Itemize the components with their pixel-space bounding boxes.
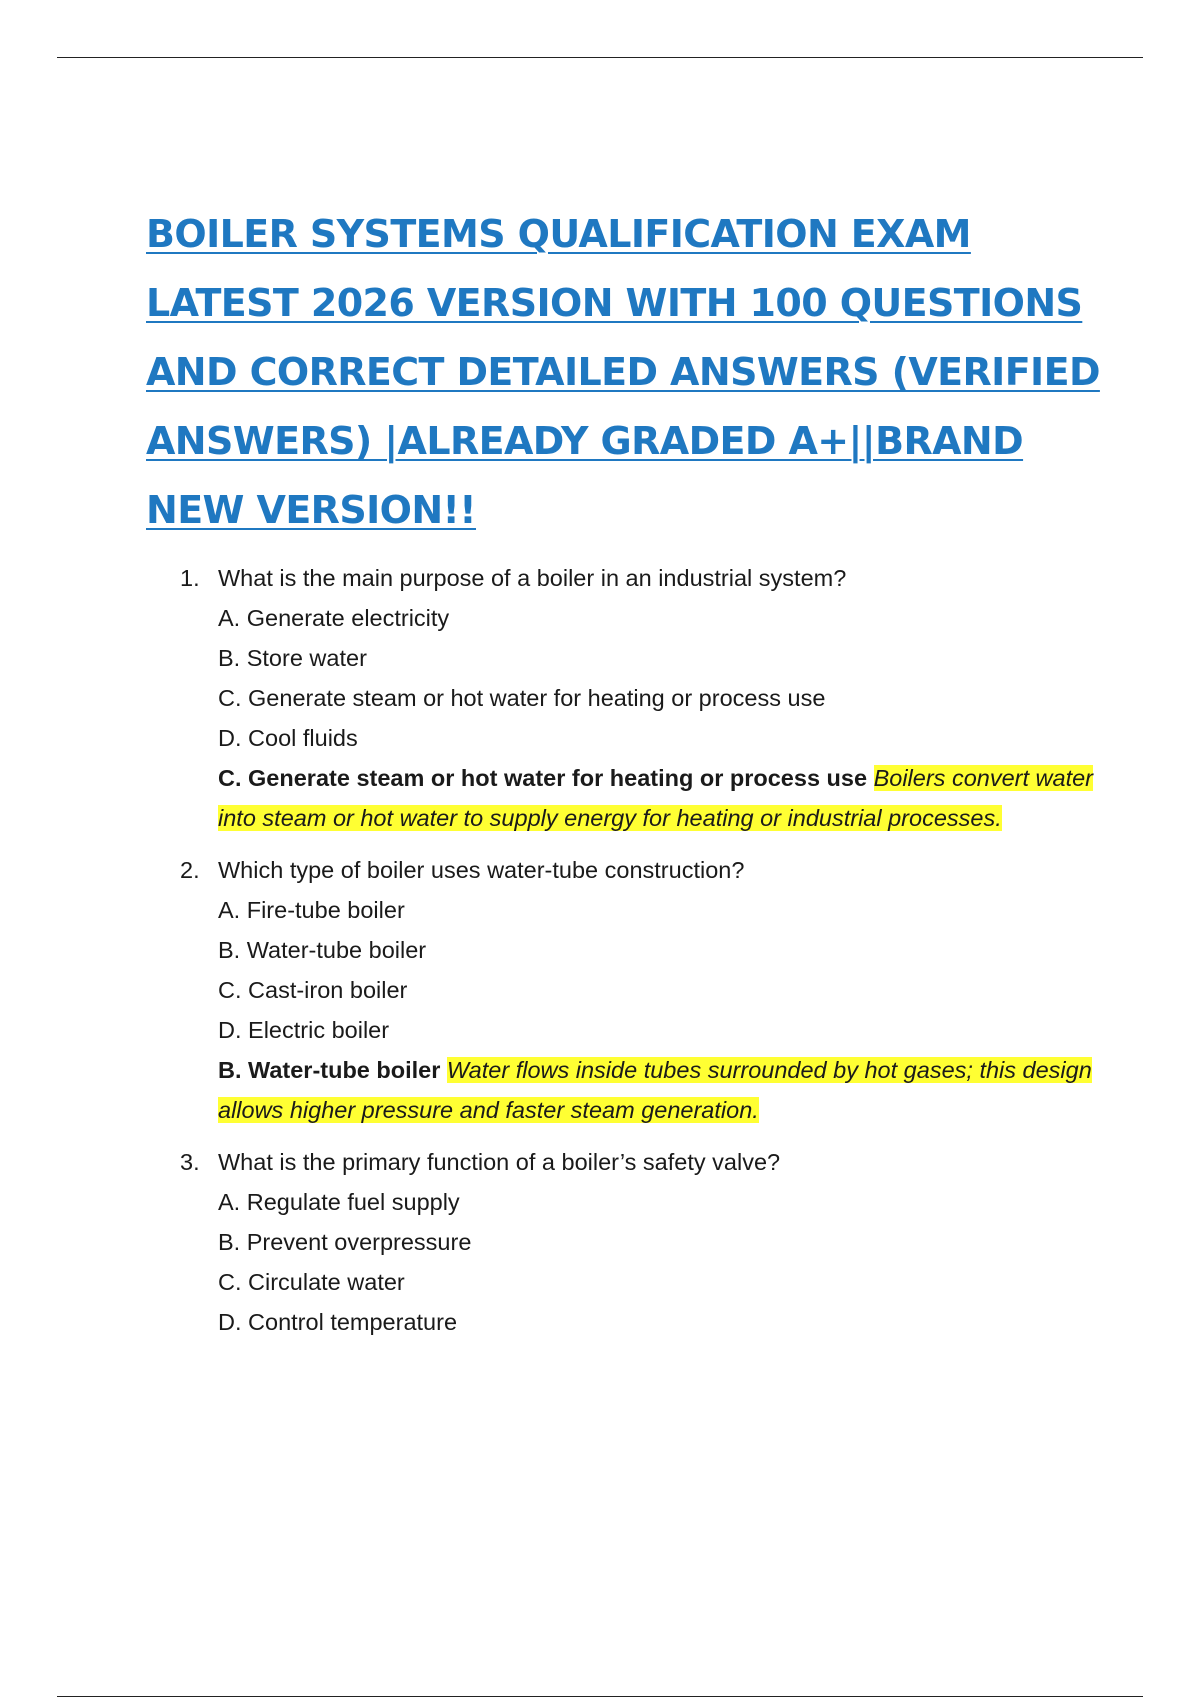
- option-a: A. Generate electricity: [218, 605, 450, 631]
- title-line: LATEST 2026 VERSION WITH 100 QUESTIONS: [146, 281, 1083, 325]
- question-number: 3.: [180, 1149, 200, 1175]
- question-text: Which type of boiler uses water-tube construction?: [218, 857, 745, 883]
- answer-explanation: Boilers convert water into steam or hot water to supply energy for heating or industrial processes.: [218, 765, 1093, 831]
- question-text: What is the main purpose of a boiler in an industrial system?: [218, 565, 847, 591]
- title-line: NEW VERSION!!: [146, 488, 477, 532]
- option-b: B. Store water: [218, 645, 367, 671]
- title-line: ANSWERS) |ALREADY GRADED A+||BRAND: [146, 419, 1024, 463]
- question-2: [180, 850, 1100, 1130]
- bottom-divider: [57, 1696, 1143, 1697]
- question-number: 1.: [180, 565, 200, 591]
- title-line: BOILER SYSTEMS QUALIFICATION EXAM: [146, 212, 971, 256]
- question-1: [180, 558, 1100, 838]
- top-divider: [57, 57, 1143, 58]
- answer-explanation: Water flows inside tubes surrounded by hot gases; this design allows higher pressure and faster steam generation.: [218, 1057, 1092, 1123]
- option-a: A. Regulate fuel supply: [218, 1189, 460, 1215]
- option-c: C. Cast-iron boiler: [218, 977, 408, 1003]
- question-number: 2.: [180, 857, 200, 883]
- option-d: D. Cool fluids: [218, 725, 358, 751]
- option-d: D. Electric boiler: [218, 1017, 390, 1043]
- correct-answer: B. Water-tube boiler: [218, 1057, 441, 1083]
- question-text: What is the primary function of a boiler’s safety valve?: [218, 1149, 781, 1175]
- option-c: C. Circulate water: [218, 1269, 405, 1295]
- answer-block: [218, 758, 1098, 838]
- correct-answer: C. Generate steam or hot water for heating or process use: [218, 765, 868, 791]
- option-b: B. Prevent overpressure: [218, 1229, 472, 1255]
- option-d: D. Control temperature: [218, 1309, 458, 1335]
- option-b: B. Water-tube boiler: [218, 937, 427, 963]
- question-list: [180, 558, 1100, 1354]
- option-c: C. Generate steam or hot water for heating or process use: [218, 685, 826, 711]
- document-title: [146, 200, 1100, 545]
- option-a: A. Fire-tube boiler: [218, 897, 405, 923]
- question-3: [180, 1142, 1100, 1342]
- answer-block: [218, 1050, 1098, 1130]
- title-line: AND CORRECT DETAILED ANSWERS (VERIFIED: [146, 350, 1100, 394]
